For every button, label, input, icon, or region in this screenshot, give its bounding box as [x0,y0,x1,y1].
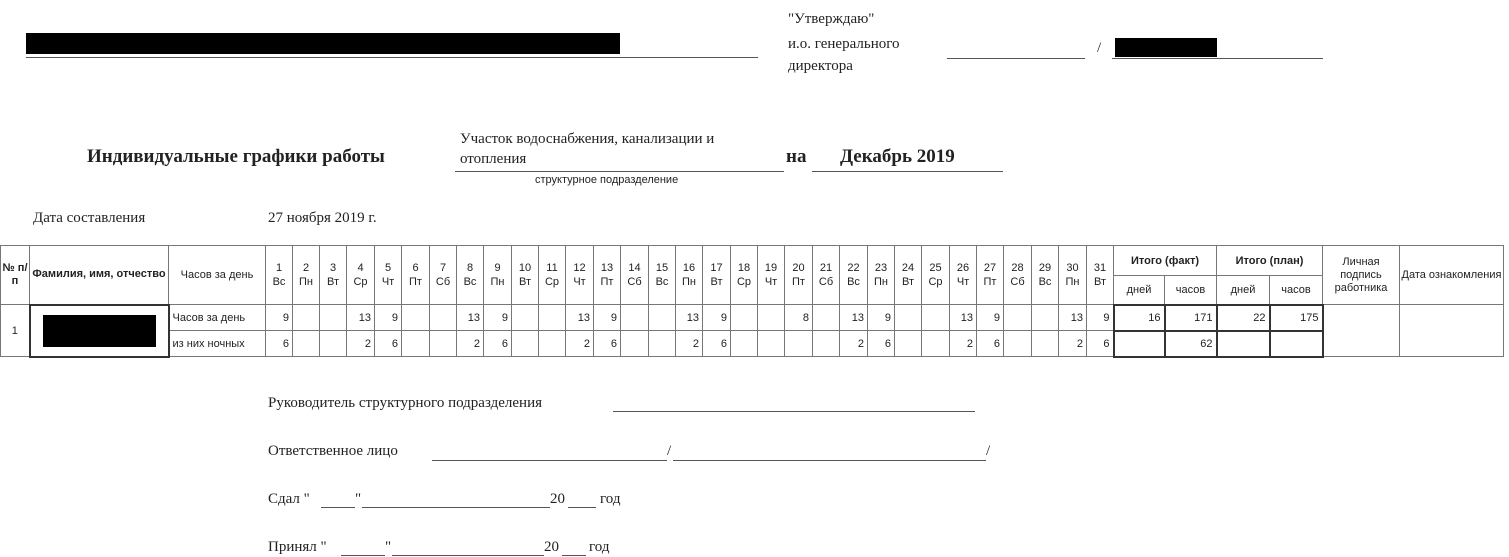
header-day-15: 15 Вс [649,246,676,305]
night-hours-cell: 2 [457,331,484,357]
day-hours-cell: 13 [950,305,977,331]
day-hours-cell: 9 [266,305,293,331]
header-day-20: 20 Пт [785,246,813,305]
header-day-18: 18 Ср [731,246,758,305]
day-hours-cell: 8 [785,305,813,331]
day-hours-cell: 13 [1059,305,1087,331]
day-hours-cell: 13 [566,305,594,331]
night-hours-cell [731,331,758,357]
row-label-day: Часов за день [169,305,266,331]
day-hours-cell [649,305,676,331]
header-day-17: 17 Вт [703,246,731,305]
accepted-prefix: Принял " [268,539,327,555]
redacted-employee-name [43,315,156,347]
day-hours-cell [402,305,430,331]
header-day-2: 2 Пн [293,246,320,305]
header-day-26: 26 Чт [950,246,977,305]
ack-date-cell[interactable] [1400,305,1504,357]
night-hours-cell: 2 [950,331,977,357]
header-day-13: 13 Пт [594,246,621,305]
header-day-6: 6 Пт [402,246,430,305]
compiled-label: Дата составления [33,210,146,226]
header-day-14: 14 Сб [621,246,649,305]
division-caption: структурное подразделение [535,174,679,186]
plan-days-value: 22 [1217,305,1270,331]
accepted-year-line[interactable] [562,555,586,556]
day-hours-cell: 9 [977,305,1004,331]
day-hours-cell: 9 [1087,305,1114,331]
period-underline [812,171,1003,172]
responsible-signature-line[interactable] [432,460,667,461]
header-day-25: 25 Ср [922,246,950,305]
header-day-5: 5 Чт [375,246,402,305]
header-full-name: Фамилия, имя, отчество [30,246,169,305]
row-full-name [30,305,169,357]
night-hours-cell [922,331,950,357]
table-row [1,305,1504,331]
header-day-28: 28 Сб [1004,246,1032,305]
day-hours-cell [731,305,758,331]
handed-over-year-line[interactable] [568,507,596,508]
night-hours-cell [649,331,676,357]
day-hours-cell: 9 [375,305,402,331]
header-day-16: 16 Пн [676,246,703,305]
title-on: на [786,146,807,167]
day-hours-cell [512,305,539,331]
night-hours-cell [430,331,457,357]
fact-hours-value: 171 [1165,305,1217,331]
night-hours-cell: 6 [594,331,621,357]
fact-days-value: 16 [1114,305,1165,331]
document-title: Индивидуальные графики работы [87,146,385,167]
header-signature: Личная подпись работника [1323,246,1400,305]
header-fact-hours: часов [1165,276,1217,305]
night-hours-cell: 6 [977,331,1004,357]
night-hours-cell [758,331,785,357]
row-label-night: из них ночных [169,331,266,357]
night-hours-cell [1032,331,1059,357]
header-day-3: 3 Вт [320,246,347,305]
header-day-30: 30 Пн [1059,246,1087,305]
night-hours-cell: 6 [375,331,402,357]
redacted-organization [26,33,620,54]
handed-over-prefix: Сдал " [268,491,310,507]
night-hours-cell [621,331,649,357]
head-signature-line[interactable] [613,411,975,412]
header-day-23: 23 Пн [868,246,895,305]
day-hours-cell [922,305,950,331]
approver-role-line2: директора [788,58,853,74]
responsible-label: Ответственное лицо [268,443,398,459]
header-day-12: 12 Чт [566,246,594,305]
table-row [1,331,1504,357]
schedule-table [0,245,1504,358]
day-hours-cell [539,305,566,331]
header-day-7: 7 Сб [430,246,457,305]
handed-over-year-prefix: 20 [550,491,565,507]
fact-night-days [1114,331,1165,357]
approver-signature-line [947,58,1085,59]
signature-cell[interactable] [1323,305,1400,357]
organization-underline [26,57,758,58]
night-hours-cell [895,331,922,357]
header-num: № п/п [1,246,30,305]
accepted-day-line[interactable] [341,555,385,556]
day-hours-cell: 13 [840,305,868,331]
header-plan-hours: часов [1270,276,1323,305]
header-day-8: 8 Вс [457,246,484,305]
division-name-line2: отопления [460,151,527,167]
header-day-29: 29 Вс [1032,246,1059,305]
header-day-11: 11 Ср [539,246,566,305]
responsible-name-line[interactable] [673,460,986,461]
day-hours-cell: 13 [457,305,484,331]
day-hours-cell [813,305,840,331]
header-day-24: 24 Вт [895,246,922,305]
header-ack-date: Дата ознакомления [1400,246,1504,305]
day-hours-cell: 9 [703,305,731,331]
night-hours-cell: 2 [1059,331,1087,357]
header-total-fact: Итого (факт) [1114,246,1217,276]
accepted-year-prefix: 20 [544,539,559,555]
handed-over-suffix: год [600,491,621,507]
night-hours-cell [1004,331,1032,357]
header-day-19: 19 Чт [758,246,785,305]
plan-night-hours [1270,331,1323,357]
division-underline [455,171,784,172]
header-day-31: 31 Вт [1087,246,1114,305]
header-day-4: 4 Ср [347,246,375,305]
header-day-22: 22 Вс [840,246,868,305]
row-num: 1 [1,305,30,357]
approver-role-line1: и.о. генерального [788,36,900,52]
night-hours-cell [539,331,566,357]
period: Декабрь 2019 [840,146,955,167]
responsible-slash-1: / [667,443,672,459]
fact-night-hours-value: 62 [1165,331,1217,357]
header-day-21: 21 Сб [813,246,840,305]
division-name-line1: Участок водоснабжения, канализации и [460,131,715,147]
handed-over-quote: " [355,491,362,507]
accepted-suffix: год [589,539,610,555]
day-hours-cell [758,305,785,331]
header-total-plan: Итого (план) [1217,246,1323,276]
accepted-quote: " [385,539,392,555]
header-fact-days: дней [1114,276,1165,305]
day-hours-cell: 13 [676,305,703,331]
approve-label: "Утверждаю" [788,11,875,27]
plan-night-days [1217,331,1270,357]
night-hours-cell [813,331,840,357]
redacted-approver-name [1115,38,1217,57]
header-plan-days: дней [1217,276,1270,305]
day-hours-cell: 13 [347,305,375,331]
night-hours-cell [785,331,813,357]
night-hours-cell [320,331,347,357]
night-hours-cell: 6 [868,331,895,357]
header-hours-per-day: Часов за день [169,246,266,305]
day-hours-cell [1032,305,1059,331]
day-hours-cell [430,305,457,331]
responsible-slash-2: / [986,443,991,459]
header-day-1: 1 Вс [266,246,293,305]
day-hours-cell [895,305,922,331]
day-hours-cell: 9 [594,305,621,331]
compiled-date: 27 ноября 2019 г. [268,210,377,226]
night-hours-cell: 6 [703,331,731,357]
night-hours-cell: 2 [347,331,375,357]
night-hours-cell: 2 [676,331,703,357]
day-hours-cell: 9 [484,305,512,331]
header-day-27: 27 Пт [977,246,1004,305]
day-hours-cell: 9 [868,305,895,331]
approver-name-line [1112,58,1323,59]
night-hours-cell: 6 [266,331,293,357]
night-hours-cell [293,331,320,357]
header-day-9: 9 Пн [484,246,512,305]
handed-over-day-line[interactable] [321,507,355,508]
night-hours-cell [402,331,430,357]
handed-over-month-line[interactable] [362,507,550,508]
day-hours-cell [621,305,649,331]
night-hours-cell: 2 [566,331,594,357]
day-hours-cell [1004,305,1032,331]
night-hours-cell: 6 [1087,331,1114,357]
header-day-10: 10 Вт [512,246,539,305]
accepted-month-line[interactable] [392,555,544,556]
plan-hours-value: 175 [1270,305,1323,331]
approver-slash: / [1097,40,1102,56]
head-of-division-label: Руководитель структурного подразделения [268,395,542,411]
day-hours-cell [320,305,347,331]
day-hours-cell [293,305,320,331]
night-hours-cell: 2 [840,331,868,357]
night-hours-cell: 6 [484,331,512,357]
night-hours-cell [512,331,539,357]
